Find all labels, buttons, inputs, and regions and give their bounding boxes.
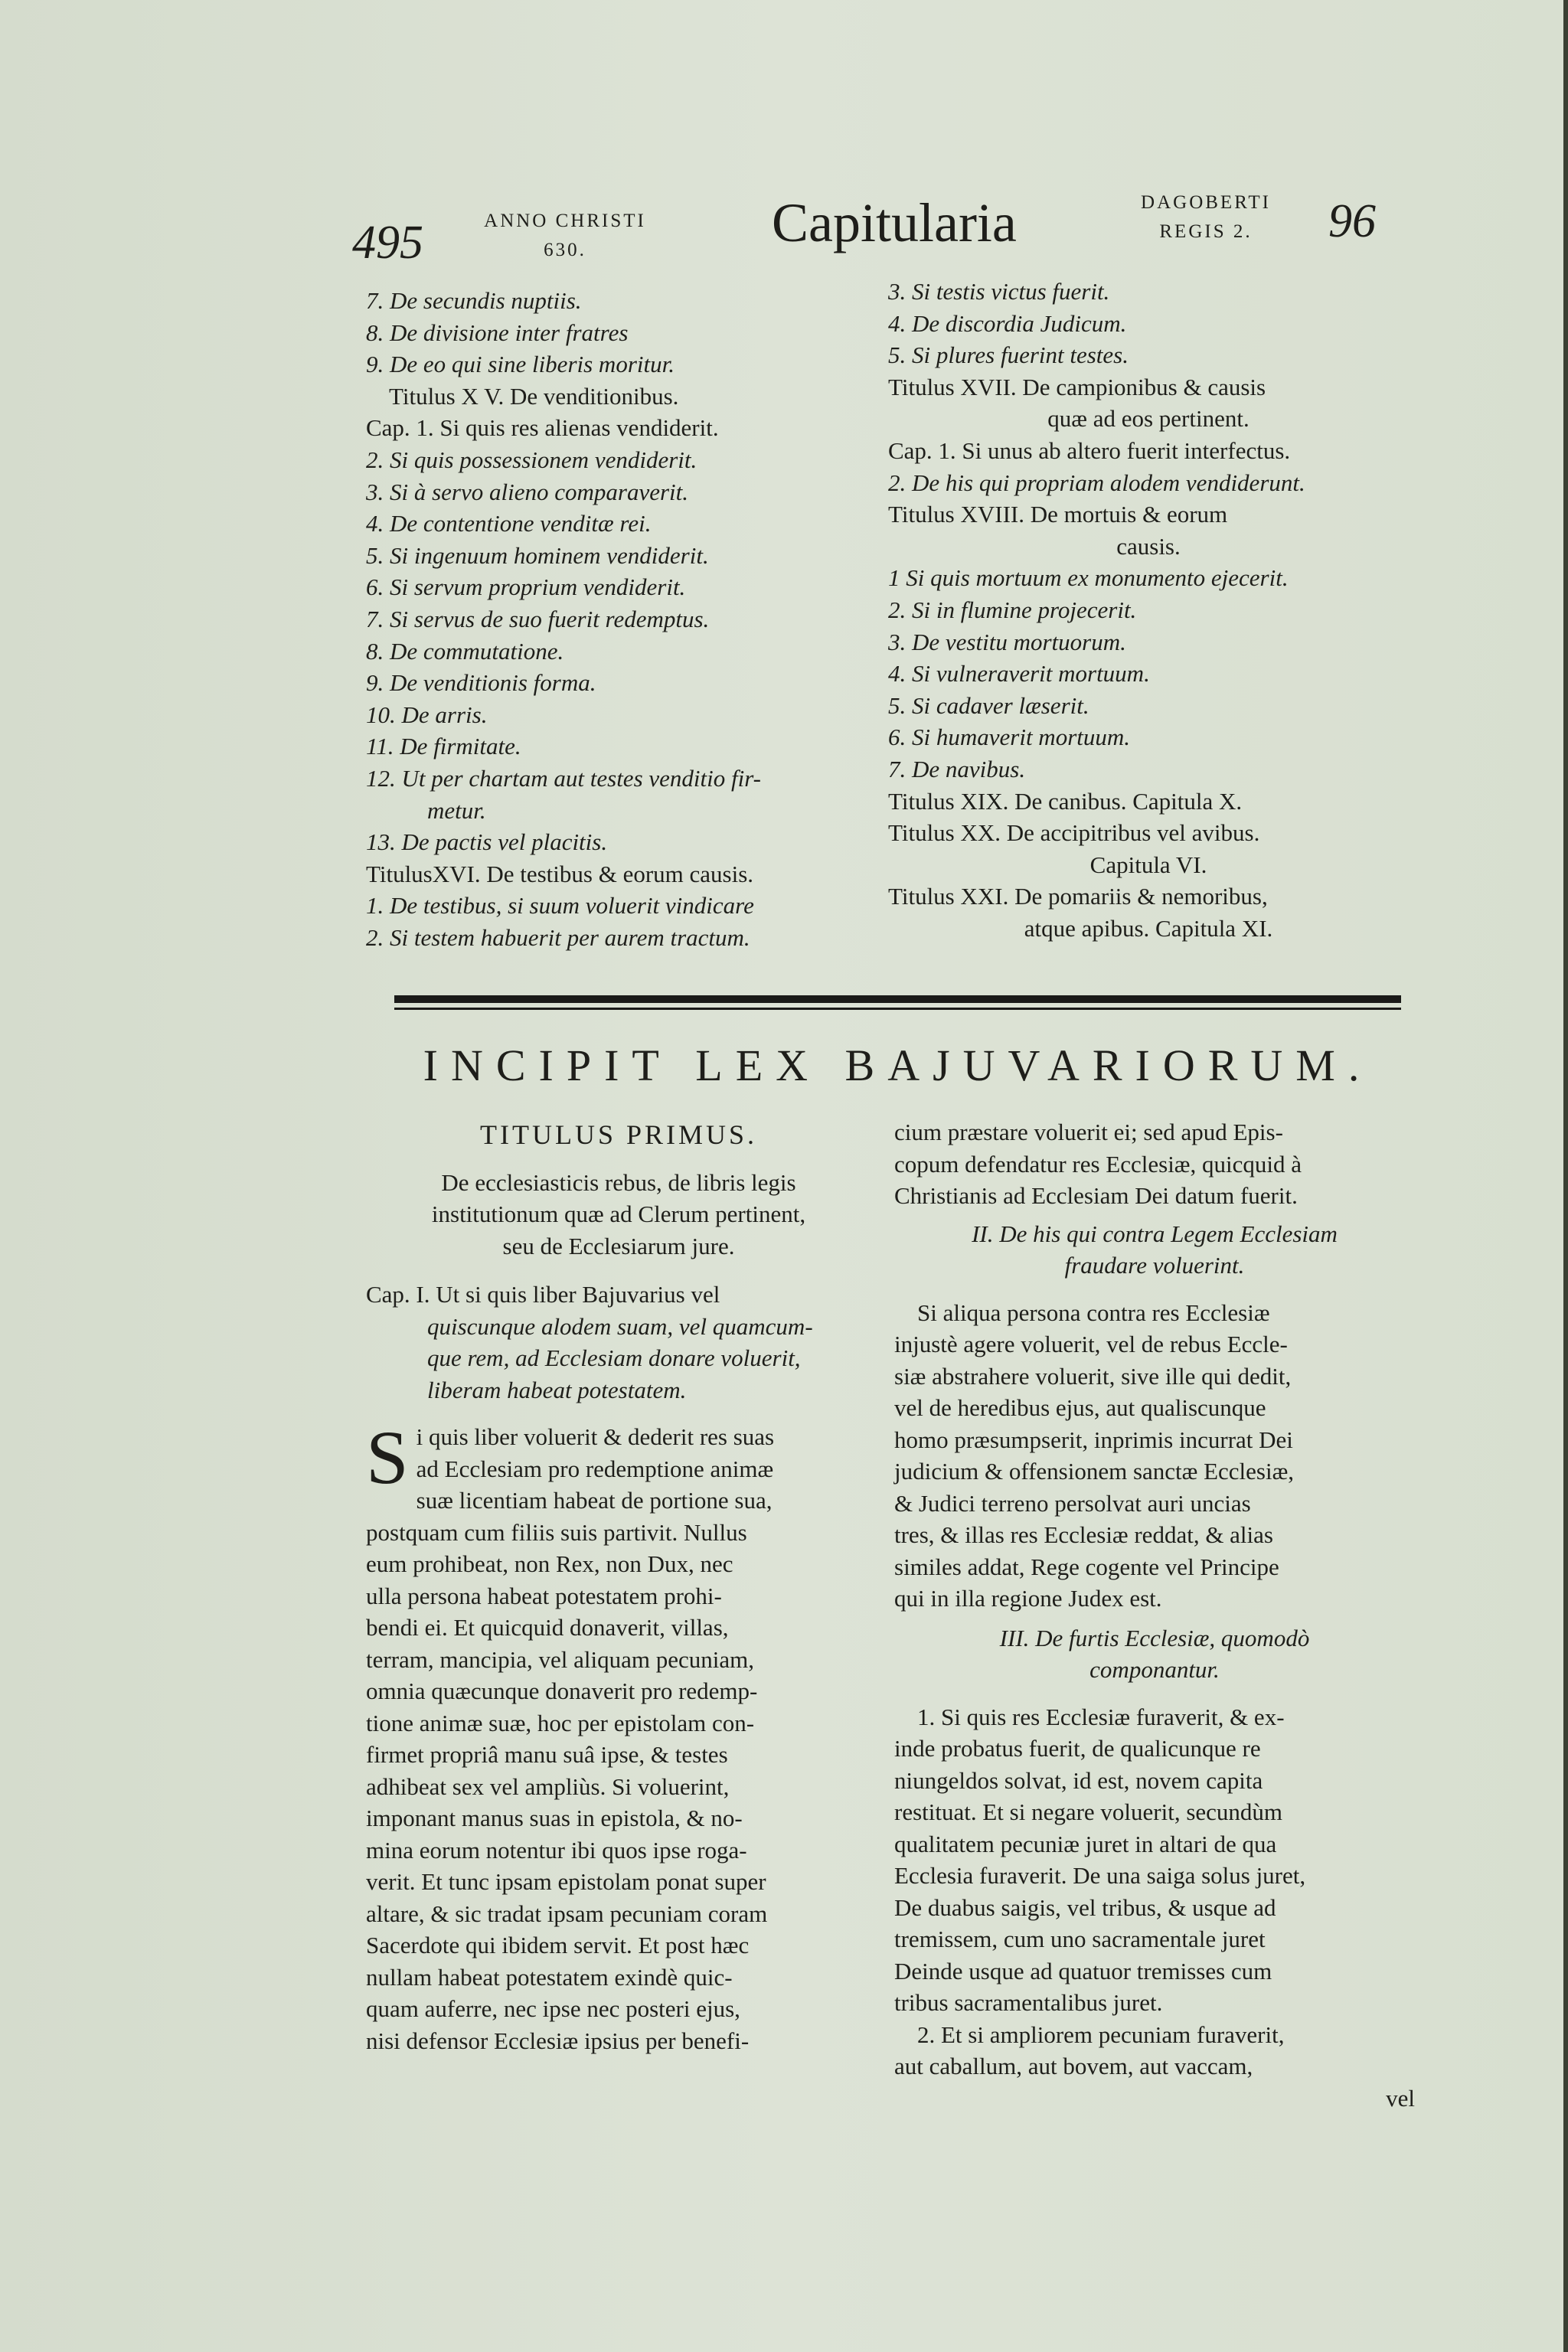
body-line: terram, mancipia, vel aliquam pecuniam, <box>366 1645 754 1673</box>
body-line: homo præsumpserit, inprimis incurrat Dei <box>894 1426 1293 1453</box>
toc-item: 2. De his qui propriam alodem vendiderunt. <box>888 469 1305 496</box>
body-line: inde probatus fuerit, de qualicunque re <box>894 1735 1261 1762</box>
toc-item: 10. De arris. <box>366 701 488 728</box>
sec-heading-line: II. De his qui contra Legem Ecclesiam <box>972 1220 1338 1247</box>
toc-item: 9. De venditionis forma. <box>366 669 596 697</box>
body-line: cium præstare voluerit ei; sed apud Epis- <box>894 1119 1283 1145</box>
page-edge <box>1563 0 1568 2352</box>
desc-line: De ecclesiasticis rebus, de libris legis <box>441 1168 796 1196</box>
main-heading: INCIPIT LEX BAJUVARIORUM. <box>423 1040 1373 1090</box>
cap-line: quiscunque alodem suam, vel quamcum- <box>427 1312 813 1340</box>
toc-item: 7. Si servus de suo fuerit redemptus. <box>366 605 710 632</box>
cap-line: que rem, ad Ecclesiam donare voluerit, <box>427 1344 801 1371</box>
right-running-head <box>1114 188 1298 247</box>
toc-item: 9. De eo qui sine liberis moritur. <box>366 351 675 378</box>
running-dagoberti: DAGOBERTI <box>1141 192 1271 213</box>
running-title: Capitularia <box>772 192 1017 253</box>
toc-item: 1. De testibus, si suum voluerit vindicare <box>366 892 754 920</box>
body-line: mina eorum notentur ibi quos ipse roga- <box>366 1836 747 1864</box>
body-line: tremissem, cum uno sacramentale juret <box>894 1926 1266 1952</box>
titulus-heading: TITULUS PRIMUS. <box>479 1119 758 1150</box>
toc-item: 5. Si cadaver læserit. <box>888 691 1089 719</box>
toc-titulus: TitulusXVI. De testibus & eorum causis. <box>366 860 754 887</box>
body-line: verit. Et tunc ipsam epistolam ponat super <box>366 1868 766 1895</box>
body-line: & Judici terreno persolvat auri uncias <box>894 1489 1251 1517</box>
body-line: adhibeat sex vel ampliùs. Si voluerint, <box>366 1772 730 1800</box>
desc-line: institutionum quæ ad Clerum pertinent, <box>431 1200 806 1227</box>
cap1-heading <box>366 1279 871 1406</box>
toc-titulus: Titulus XVII. De campionibus & causis <box>888 373 1266 400</box>
sec2-body <box>894 1297 1415 1615</box>
toc-left <box>366 285 825 953</box>
cap1-body <box>366 1415 871 2056</box>
body-line: niungeldos solvat, id est, novem capita <box>894 1766 1263 1794</box>
body-line: omnia quæcunque donaverit pro redemp- <box>366 1677 758 1704</box>
body-line: similes addat, Rege cogente vel Principe <box>894 1553 1279 1580</box>
body-line: injustè agere voluerit, vel de rebus Eccle- <box>894 1331 1288 1357</box>
running-regis: REGIS 2. <box>1159 221 1253 242</box>
toc-item: 2. Si quis possessionem vendiderit. <box>366 446 697 473</box>
body-line: qui in illa regione Judex est. <box>894 1585 1162 1612</box>
right-page-number: 96 <box>1328 195 1376 247</box>
toc-item: 2. Si in flumine projecerit. <box>888 596 1137 623</box>
toc-item: 3. Si à servo alieno comparaverit. <box>366 478 689 505</box>
body-line: Christianis ad Ecclesiam Dei datum fuerit. <box>894 1182 1298 1209</box>
toc-titulus: Titulus XXI. De pomariis & nemoribus, <box>888 883 1268 910</box>
body-line: ulla persona habeat potestatem prohi- <box>366 1582 722 1609</box>
right-column <box>894 1116 1415 2114</box>
body-line: Deinde usque ad quatuor tremisses cum <box>894 1957 1272 1984</box>
body-line: nisi defensor Ecclesiæ ipsius per benefi- <box>366 2027 750 2054</box>
toc-item: Cap. 1. Si quis res alienas vendiderit. <box>366 414 719 442</box>
running-year: 630. <box>544 240 586 260</box>
cap-line: liberam habeat potestatem. <box>427 1376 687 1403</box>
toc-item: 12. Ut per chartam aut testes venditio fir- <box>366 764 761 792</box>
toc-titulus-cont: causis. <box>1116 532 1181 560</box>
toc-item: 3. Si testis victus fuerit. <box>888 278 1110 305</box>
catchword: vel <box>1386 2084 1415 2112</box>
body-line: 2. Et si ampliorem pecuniam furaverit, <box>917 2020 1285 2048</box>
body-line: copum defendatur res Ecclesiæ, quicquid à <box>894 1150 1302 1178</box>
desc-line: seu de Ecclesiarum jure. <box>502 1232 735 1259</box>
sec-heading-line: componantur. <box>1089 1656 1220 1683</box>
body-line: tres, & illas res Ecclesiæ reddat, & alias <box>894 1521 1273 1548</box>
body-line: postquam cum filiis suis partivit. Nullus <box>366 1518 747 1546</box>
toc-titulus-cont: Capitula VI. <box>1089 851 1207 878</box>
body-line: nullam habeat potestatem exindè quic- <box>366 1963 733 1991</box>
sec-heading-line: III. De furtis Ecclesiæ, quomodò <box>999 1624 1310 1651</box>
body-line: quam auferre, nec ipse nec posteri ejus, <box>366 1995 740 2022</box>
toc-titulus-cont: atque apibus. Capitula XI. <box>1024 914 1273 942</box>
toc-item: 8. De divisione inter fratres <box>366 318 629 346</box>
toc-item: 5. Si plures fuerint testes. <box>888 341 1129 369</box>
body-line: 1. Si quis res Ecclesiæ furaverit, & ex- <box>917 1703 1285 1730</box>
toc-item: 4. Si vulneraverit mortuum. <box>888 660 1150 688</box>
body-line: qualitatem pecuniæ juret in altari de qua <box>894 1830 1277 1857</box>
body-line: imponant manus suas in epistola, & no- <box>366 1805 743 1831</box>
body-line: ad Ecclesiam pro redemptione animæ <box>416 1455 774 1482</box>
toc-item: 7. De secundis nuptiis. <box>366 287 582 314</box>
toc-item: Cap. 1. Si unus ab altero fuerit interfectus. <box>888 436 1291 464</box>
toc-titulus-cont: quæ ad eos pertinent. <box>1047 405 1250 433</box>
running-anno: ANNO CHRISTI <box>484 211 646 231</box>
body-line: Sacerdote qui ibidem servit. Et post hæc <box>366 1932 750 1958</box>
sec-heading-line: fraudare voluerint. <box>1064 1252 1245 1279</box>
toc-item: 5. Si ingenuum hominem vendiderit. <box>366 541 709 569</box>
toc-titulus: Titulus X V. De venditionibus. <box>389 382 679 410</box>
toc-right <box>888 276 1409 944</box>
body-line: restituat. Et si negare voluerit, secundùm <box>894 1798 1283 1825</box>
body-line: firmet propriâ manu suâ ipse, & testes <box>366 1741 728 1768</box>
toc-item: 1 Si quis mortuum ex monumento ejecerit. <box>888 564 1289 592</box>
body-line: tribus sacramentalibus juret. <box>894 1989 1163 2016</box>
body-line: suæ licentiam habeat de portione sua, <box>416 1487 773 1514</box>
body-line: Si aliqua persona contra res Ecclesiæ <box>917 1298 1270 1326</box>
body-line: bendi ei. Et quicquid donaverit, villas, <box>366 1614 729 1641</box>
titulus-description <box>366 1167 871 1263</box>
toc-titulus: Titulus XX. De accipitribus vel avibus. <box>888 819 1260 847</box>
toc-item: 7. De navibus. <box>888 755 1026 782</box>
body-line: siæ abstrahere voluerit, sive ille qui dedit, <box>894 1362 1292 1390</box>
toc-item: metur. <box>427 796 486 824</box>
cap-line: Cap. I. Ut si quis liber Bajuvarius vel <box>366 1281 720 1308</box>
toc-item: 2. Si testem habuerit per aurem tractum. <box>366 923 750 951</box>
body-line: De duabus saigis, vel tribus, & usque ad <box>894 1893 1276 1921</box>
sec3-body <box>894 1701 1415 2082</box>
thin-rule <box>394 1008 1401 1010</box>
toc-item: 6. Si humaverit mortuum. <box>888 724 1131 751</box>
left-running-head <box>466 207 665 265</box>
toc-item: 4. De contentione venditæ rei. <box>366 510 652 537</box>
toc-item: 6. Si servum proprium vendiderit. <box>366 573 686 601</box>
drop-cap: S <box>366 1415 409 1500</box>
toc-item: 8. De commutatione. <box>366 637 564 665</box>
toc-titulus: Titulus XVIII. De mortuis & eorum <box>888 501 1228 528</box>
left-page-number: 495 <box>352 217 423 269</box>
toc-item: 4. De discordia Judicum. <box>888 309 1127 337</box>
body-line: vel de heredibus ejus, aut qualiscunque <box>894 1394 1266 1421</box>
body-line: Ecclesia furaverit. De una saiga solus juret, <box>894 1862 1306 1889</box>
heavy-rule <box>394 995 1401 1003</box>
toc-item: 3. De vestitu mortuorum. <box>888 628 1126 655</box>
left-column <box>366 1119 871 2056</box>
body-line: altare, & sic tradat ipsam pecuniam coram <box>366 1900 768 1927</box>
body-line: aut caballum, aut bovem, aut vaccam, <box>894 2053 1253 2079</box>
sec3-heading <box>894 1622 1415 1686</box>
sec2-heading <box>894 1218 1415 1282</box>
toc-item: 13. De pactis vel placitis. <box>366 828 608 856</box>
body-line: tione animæ suæ, hoc per epistolam con- <box>366 1709 755 1736</box>
body-line: eum prohibeat, non Rex, non Dux, nec <box>366 1550 733 1577</box>
body-line: judicium & offensionem sanctæ Ecclesiæ, <box>894 1458 1295 1485</box>
body-line: i quis liber voluerit & dederit res suas <box>416 1423 775 1450</box>
toc-item: 11. De firmitate. <box>366 733 521 760</box>
toc-titulus: Titulus XIX. De canibus. Capitula X. <box>888 787 1243 815</box>
